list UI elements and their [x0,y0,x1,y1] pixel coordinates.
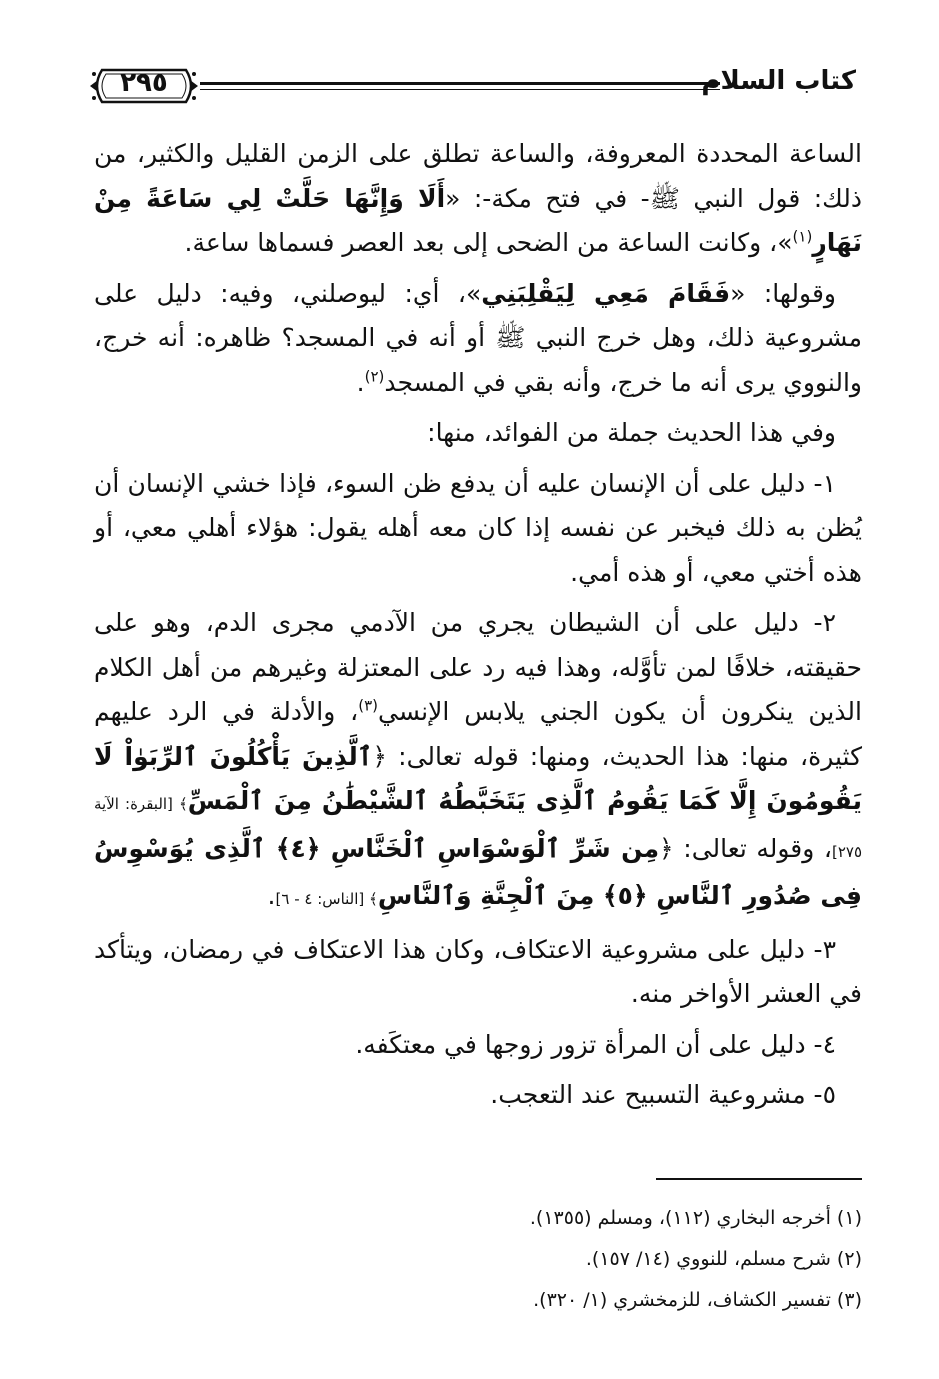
benefit-1: ١- دليل على أن الإنسان عليه أن يدفع ظن السوء، فإذا خشي الإنسان أن يُظن به ذلك فيخبر عن نفسه إذا كان معه أهله يقول: هؤلاء أهلي معي، أو هذه أختي معي، أو هذه أمي. [94,468,862,587]
text-span: وقولها: « [730,278,836,308]
footnotes [94,1198,862,1321]
text-span: الساعة المحددة المعروفة، والساعة تطلق على الزمن القليل والكثير، من ذلك: قول النبي ﷺ- في فتح مكة-: « [94,139,862,213]
page-header [88,62,856,114]
benefit-2 [94,601,862,922]
text-span: ، وقوله تعالى: ﴿ [659,833,832,863]
footnote-3: (٣) تفسير الكشاف، للزمخشري (١/ ٣٢٠). [533,1289,862,1311]
benefit-4: ٤- دليل على أن المرأة تزور زوجها في معتكَفه. [355,1029,836,1059]
text-span: ٢- دليل على أن الشيطان يجري من الآدمي مجرى الدم، وهو على حقيقته، خلافًا لمن تأوَّله، وهذا فيه رد على المعتزلة وغيرهم من أهل الكلام الذين ينكرون أن يكون الجني يلابس الإنسي [94,608,862,726]
text-span: »، وكانت الساعة من الضحى إلى بعد العصر فسماها ساعة. [184,228,793,257]
text-span: . [267,881,276,910]
book-title: كتاب السلام [701,66,856,96]
benefit-3: ٣- دليل على مشروعية الاعتكاف، وكان هذا الاعتكاف في رمضان، ويتأكد في العشر الأواخر منه. [94,934,862,1008]
footnote-separator [656,1178,862,1180]
footnote-ref: (١) [792,227,813,246]
footnote-1: (١) أخرجه البخاري (١١٢)، ومسلم (١٣٥٥). [529,1207,862,1229]
paragraph-2 [94,272,862,406]
hadith-quote: أَلَا وَإِنَّهَا حَلَّتْ لِي سَاعَةً مِنْ نَهَارٍ [94,183,862,257]
footnote-ref: (٢) [364,367,385,386]
text-span: »، أي: ليوصلني، وفيه: دليل على مشروعية ذلك، وهل خرج النبي ﷺ أو أنه في المسجد؟ ظاهره: أنه خرج، والنووي يرى أنه ما خرج، وأنه بقي في المسجد [94,278,862,397]
text-span: ، والأدلة في الرد عليهم كثيرة، منها: هذا الحديث، ومنها: قوله تعالى: ﴿ [94,697,862,771]
text-span: . [356,367,365,397]
benefit-5: ٥- مشروعية التسبيح عند التعجب. [490,1080,836,1109]
page-number: ٢٩٥ [120,68,168,98]
paragraph-3: وفي هذا الحديث جملة من الفوائد، منها: [427,418,836,447]
quran-verse: مِن شَرِّ ٱلْوَسْوَاسِ ٱلْخَنَّاسِ ﴿٤﴾ ٱلَّذِى يُوَسْوِسُ فِى صُدُورِ ٱلنَّاسِ ﴿٥﴾ مِنَ ٱلْجِنَّةِ وَٱلنَّاسِ [94,833,862,910]
hadith-quote: فَقَامَ مَعِي لِيَقْلِبَنِي [481,278,731,308]
footnote-2: (٢) شرح مسلم، للنووي (١٤/ ١٥٧). [585,1248,862,1270]
main-text [94,132,862,1124]
header-rule-thin [200,89,720,90]
footnote-ref: (٣) [358,696,379,715]
header-rule [200,82,720,85]
page-number-badge [88,62,200,110]
paragraph-1 [94,132,862,266]
quran-verse: ٱلَّذِينَ يَأْكُلُونَ ٱلرِّبَوٰاْ لَا يَقُومُونَ إِلَّا كَمَا يَقُومُ ٱلَّذِى يَتَخَبَّطُهُ ٱلشَّيْطَٰنُ مِنَ ٱلْمَسِّ [94,741,862,815]
verse-reference: ﴾ [البقرة: الآية ٢٧٥] [94,795,862,861]
verse-reference: ﴾ [الناس: ٤ - ٦] [275,890,378,908]
